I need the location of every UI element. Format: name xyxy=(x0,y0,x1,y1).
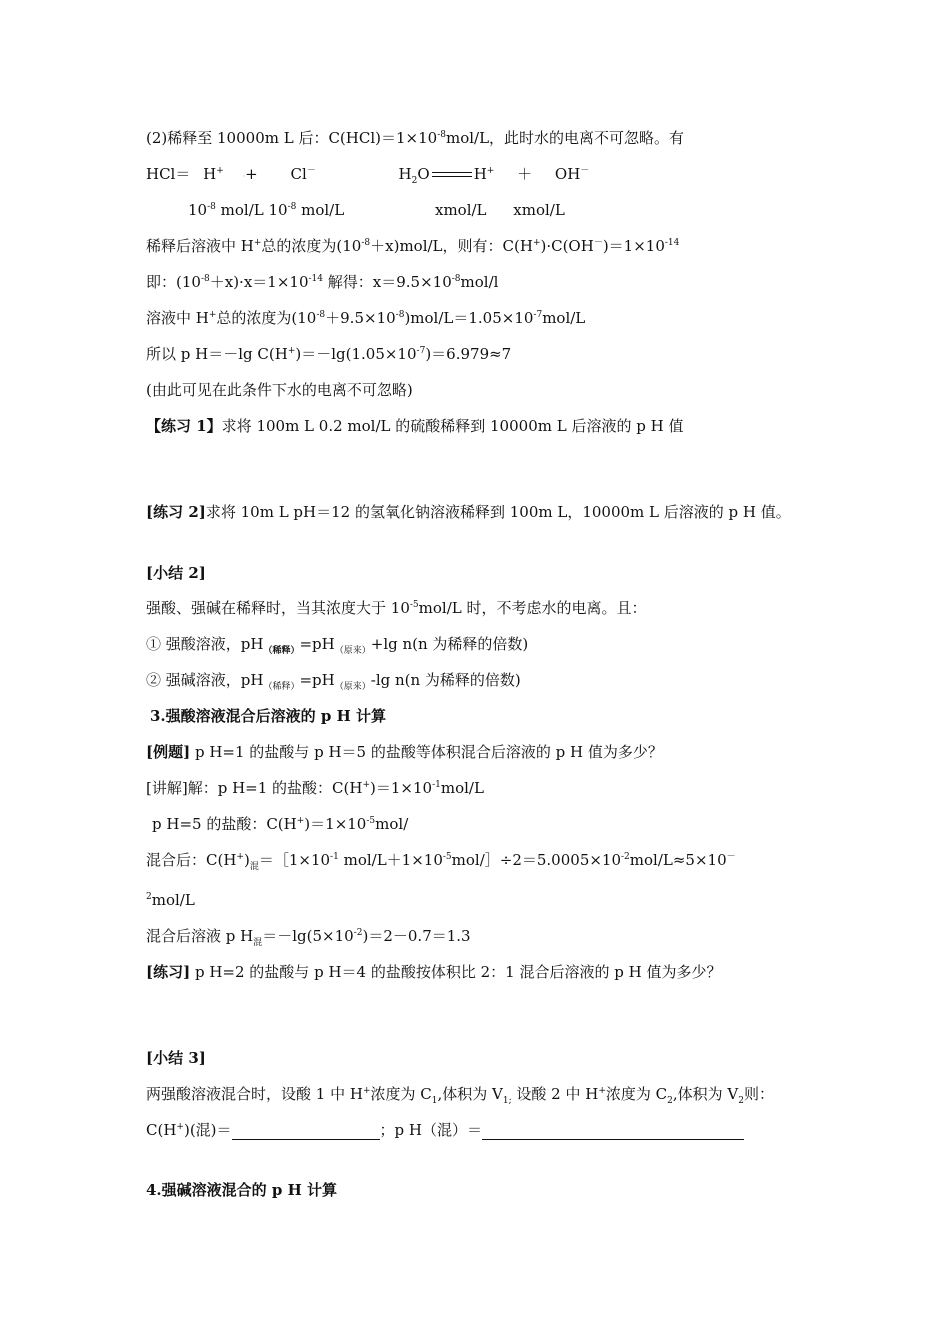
summary-2-heading: [小结 2] xyxy=(146,564,206,582)
line-total-h-concentration: 稀释后溶液中 H+总的浓度为$(10^{-8}+x)mol/L$，则有：$C(H^+)\cdot C(OH^-)=1\times 10^{-14}$ xyxy=(146,237,680,255)
summary-2-rule-acid: ① 强酸溶液，$pH_{(稀释)}=pH_{(原来)}+\lg$ n(n 为稀释的倍数) xyxy=(146,635,529,656)
summary-3-heading: [小结 3] xyxy=(146,1049,206,1067)
explanation-mixture: 混合后：$C(H^+)_混=[1\times 10^{-1}$ mol/$L+1\times 10^{-5}mol/]\div 2=5.0005\times 10^{-2}mol/L\approx 5\times 10^-$ xyxy=(146,851,736,872)
summary-2-text: 强酸、强碱在稀释时，当其浓度大于 $10^{-5}mol/L$ 时，不考虑水的电离。且： xyxy=(146,599,647,617)
answer-blank-concentration[interactable] xyxy=(232,1125,380,1140)
exercise-1: 【练习 1】求将 100m L 0.2 mol/L 的硫酸稀释到 10000m L 后溶液的 p H 值 xyxy=(146,417,684,435)
line-ph-result: 所以 p H＝－lg $C(H^+)=-\lg(1.05\times 10^{-7})=6.979\approx 7$ xyxy=(146,345,512,363)
example-question: [例题] p H=1 的盐酸与 p H＝5 的盐酸等体积混合后溶液的 p H 值为多少？ xyxy=(146,743,663,761)
line-total-h-value: 溶液中 H+总的浓度为$(10^{-8}+9.5\times 10^{-8})mol/L=1.05\times 10^{-7}mol/L$ xyxy=(146,309,586,327)
line-ionization-equations: HCl＝ H+ ·+ Cl－ $H_2O$ H+ ＋ OH－ xyxy=(146,165,590,186)
equilibrium-arrow-icon xyxy=(432,171,472,179)
answer-blank-ph[interactable] xyxy=(482,1125,744,1140)
practice-question: [练习] p H=2 的盐酸与 p H＝4 的盐酸按体积比 2：1 混合后溶液的 p H 值为多少？ xyxy=(146,963,722,981)
stray-mark: · xyxy=(242,172,246,181)
section-3-heading: 3.强酸溶液混合后溶液的 p H 计算 xyxy=(150,707,386,725)
section-4-heading: 4.强碱溶液混合的 p H 计算 xyxy=(146,1181,337,1199)
summary-3-text: 两强酸溶液混合时，设酸 1 中 H+浓度为 $C_1$,体积为 $V_{1;}$ 设酸 2 中 H+浓度为 $C_2$,体积为 $V_2$则： xyxy=(146,1085,774,1106)
exercise-2: [练习 2]求将 10m L pH＝12 的氢氧化钠溶液稀释到 100m L，10000m L 后溶液的 p H 值。 xyxy=(146,503,791,521)
explanation-ph-mixture: 混合后溶液 p $H_混=-\lg(5\times 10^{-2})=2-0.7=1.3$ xyxy=(146,927,471,948)
explanation-mixture-cont: $^2$mol/L xyxy=(146,891,195,909)
line-dilution-10000ml: (2)稀释至 10000m L 后：$C(HCl)=1\times 10^{-8}mol/L$，此时水的电离不可忽略。有 xyxy=(146,129,685,147)
summary-2-rule-base: ② 强碱溶液，$pH_{(稀释)}=pH_{(原来)}-\lg$ n(n 为稀释的倍数) xyxy=(146,671,521,692)
line-solve-x: 即：$(10^{-8}+x)\cdot x=1\times 10^{-14}$ 解得：$x=9.5\times 10^{-8}mol/l$ xyxy=(146,273,499,291)
explanation-line-1: [讲解]解：p H=1 的盐酸：$C(H^+)=1\times 10^{-1}mol/L$ xyxy=(146,779,484,797)
explanation-line-2: p H=5 的盐酸：$C(H^+)=1\times 10^{-5}mol/$ xyxy=(152,815,409,833)
line-concentrations: $10^{-8}$ mol/L $10^{-8}$ mol/L xmol/L xmol/L xyxy=(188,201,565,219)
summary-3-formula-blanks: C(H+)(混)＝ ；p H（混）＝ xyxy=(146,1120,744,1140)
line-note: (由此可见在此条件下水的电离不可忽略) xyxy=(146,381,413,399)
